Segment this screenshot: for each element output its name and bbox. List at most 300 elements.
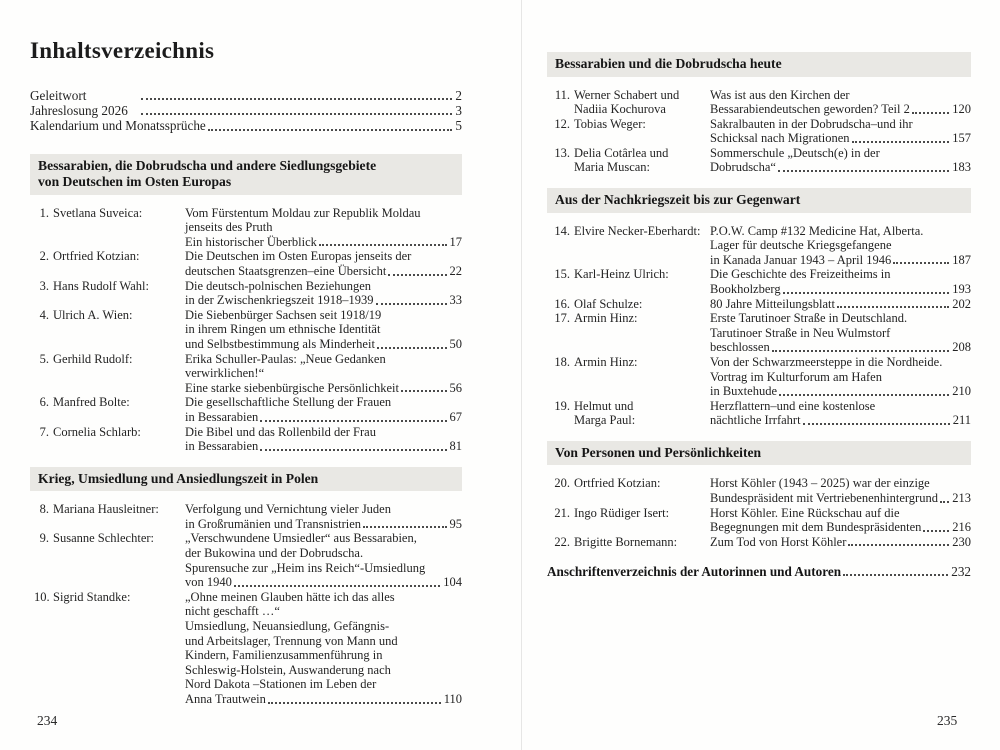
toc-entry-author-line: [34, 206, 185, 221]
toc-entry-author-line: [34, 531, 185, 546]
toc-entry-titles: [185, 590, 462, 707]
toc-entry-title-line: jenseits des Pruth: [185, 220, 273, 235]
toc-entry-title-line: Von der Schwarzmeersteppe in die Nordheide.: [710, 354, 943, 369]
toc-entry-number: 6.: [39, 395, 49, 410]
toc-entry-author: [30, 308, 185, 352]
dot-leader: [783, 292, 950, 294]
toc-entry-author-line: [551, 224, 710, 239]
toc-entry-title-line: Die Geschichte des Freizeitheims in: [710, 267, 891, 282]
toc-entry: [547, 146, 971, 175]
toc-entry-author-line: [551, 117, 710, 132]
toc-entry-title-text: Ein historischer Überblick: [185, 234, 317, 249]
dot-leader: [260, 449, 446, 451]
toc-entry-author-name: Helmut und: [574, 398, 634, 413]
toc-entry: [547, 355, 971, 399]
toc-entry-titles: [710, 117, 971, 146]
toc-entry-author: [30, 502, 185, 531]
toc-entry: [547, 267, 971, 296]
toc-entry-number: 20.: [554, 476, 570, 491]
toc-entry-number: 13.: [554, 145, 570, 160]
toc-entry-title-line: in ihrem Ringen um ethnische Identität: [185, 322, 381, 337]
section-heading: [30, 154, 462, 195]
toc-entry-author-line: Marga Paul:: [574, 413, 636, 428]
toc-entry: [547, 311, 971, 355]
toc-entry-author: [30, 352, 185, 396]
toc-entry-page: 183: [952, 160, 971, 175]
toc-entry-author: [30, 590, 185, 707]
toc-entry-page: 216: [952, 520, 971, 535]
toc-entry-author-name: Manfred Bolte:: [53, 395, 130, 410]
toc-entry-page: 104: [443, 575, 462, 590]
toc-entry-titles: [710, 146, 971, 175]
toc-entry-author-line: [551, 311, 710, 326]
toc-entry-author: [30, 531, 185, 589]
section-heading-line: Aus der Nachkriegszeit bis zur Gegenwart: [555, 192, 801, 208]
toc-entry-title-last-line: [185, 264, 462, 279]
toc-entry-title-last-line: [710, 102, 971, 117]
toc-entry-title-line: Vortrag im Kulturforum am Hafen: [710, 369, 882, 384]
toc-entry-number: 5.: [39, 351, 49, 366]
toc-entry-author-line: [34, 308, 185, 323]
toc-entry-title-text: Dobrudscha“: [710, 160, 776, 175]
toc-entry-title-line: Lager für deutsche Kriegsgefangene: [710, 238, 892, 253]
toc-entry-number: 1.: [39, 205, 49, 220]
section-heading-line: Von Personen und Persönlichkeiten: [555, 444, 762, 460]
toc-entry-number: 14.: [554, 223, 570, 238]
toc-entry-title-last-line: [185, 381, 462, 396]
toc-entry-title-line: Die Bibel und das Rollenbild der Frau: [185, 424, 376, 439]
toc-entry: [30, 352, 462, 396]
toc-entry-title-last-line: [185, 517, 462, 532]
front-matter-label: Geleitwort: [30, 88, 87, 103]
toc-entry-author-name: Ulrich A. Wien:: [53, 307, 133, 322]
toc-entry-titles: [710, 267, 971, 296]
toc-entry-author: [547, 117, 710, 146]
toc-entry-author-line: [551, 399, 710, 414]
toc-entry-author-line: [34, 502, 185, 517]
toc-entry-number: 17.: [554, 311, 570, 326]
toc-entry-title-text: in Bessarabien: [185, 439, 259, 454]
toc-entry-title-last-line: [710, 282, 971, 297]
toc-entry-titles: [185, 249, 462, 278]
toc-entry-author-name: Werner Schabert und: [574, 87, 680, 102]
dot-leader: [401, 390, 447, 392]
toc-entry: [547, 506, 971, 535]
toc-entry-author-line: [34, 395, 185, 410]
toc-entry-author-line: [34, 279, 185, 294]
toc-entry-title-text: deutschen Staatsgrenzen–eine Übersicht: [185, 263, 387, 278]
toc-entry: [30, 308, 462, 352]
toc-entry-author-line: [551, 297, 710, 312]
toc-entry: [547, 224, 971, 268]
toc-entry-number: 7.: [39, 424, 49, 439]
toc-entry-author-line: [34, 425, 185, 440]
authors-address-index-page: 232: [951, 564, 971, 580]
toc-entry-titles: [710, 224, 971, 268]
toc-entry-author-name: Armin Hinz:: [574, 354, 638, 369]
toc-entry-author: [547, 297, 710, 312]
toc-entry-page: 56: [449, 380, 462, 395]
toc-entry-number: 16.: [554, 296, 570, 311]
dot-leader: [912, 112, 949, 114]
toc-entry-title-line: Horst Köhler. Eine Rückschau auf die: [710, 505, 900, 520]
toc-section: [547, 188, 971, 428]
toc-entry-titles: [185, 308, 462, 352]
front-matter-label: Jahreslosung 2026: [30, 103, 128, 119]
toc-entry: [547, 476, 971, 505]
toc-entry-author-name: Susanne Schlechter:: [53, 531, 155, 546]
page-title: Inhaltsverzeichnis: [30, 38, 215, 63]
toc-entry-title-text: Anna Trautwein: [185, 691, 266, 706]
toc-entry-number: 12.: [554, 116, 570, 131]
toc-entry-page: 230: [952, 534, 971, 549]
toc-entry-author-name: Armin Hinz:: [574, 311, 638, 326]
toc-entry-title-line: P.O.W. Camp #132 Medicine Hat, Alberta.: [710, 223, 924, 238]
toc-entry-titles: [185, 206, 462, 250]
section-heading-line: Bessarabien und die Dobrudscha heute: [555, 56, 782, 71]
dot-leader: [848, 544, 949, 546]
toc-entry: [30, 206, 462, 250]
page-number-right: 235: [937, 713, 958, 728]
front-matter-page: 2: [455, 88, 462, 103]
front-matter-row: [30, 118, 462, 133]
dot-leader: [376, 303, 447, 305]
toc-entry-titles: [710, 476, 971, 505]
toc-entry-author-name: Brigitte Bornemann:: [574, 534, 678, 549]
toc-entry-page: 213: [952, 490, 971, 505]
toc-entry-number: 9.: [39, 531, 49, 546]
toc-entry-page: 110: [443, 691, 462, 706]
front-matter-label: Kalendarium und Monatssprüche: [30, 118, 206, 134]
toc-entry-title-line: Umsiedlung, Neuansiedlung, Gefängnis-: [185, 618, 390, 633]
toc-entry-titles: [185, 395, 462, 424]
toc-entry-title-text: in Kanada Januar 1943 – April 1946: [710, 252, 892, 267]
toc-section: [547, 52, 971, 175]
toc-entry-title-text: Schicksal nach Migrationen: [710, 131, 850, 146]
toc-entry-number: 2.: [39, 249, 49, 264]
toc-entry-title-text: Begegnungen mit dem Bundespräsidenten: [710, 520, 922, 535]
section-heading: [30, 467, 462, 492]
authors-address-index-label: Anschriftenverzeichnis der Autorinnen und Autoren: [547, 564, 842, 580]
toc-entry: [547, 297, 971, 312]
toc-entry-title-last-line: [185, 337, 462, 352]
dot-leader: [141, 98, 452, 100]
toc-entry-author-name: Ortfried Kotzian:: [574, 476, 661, 491]
toc-entry-author: [30, 395, 185, 424]
page-gutter-line: [521, 0, 522, 750]
toc-entry-title-line: Die Siebenbürger Sachsen seit 1918/19: [185, 307, 382, 322]
toc-entry-author-line: [551, 88, 710, 103]
toc-entry-title-text: und Selbstbestimmung als Minderheit: [185, 336, 375, 351]
dot-leader: [363, 526, 446, 528]
toc-entry-title-last-line: [710, 160, 971, 175]
toc-entry-title-text: in Buxtehude: [710, 384, 778, 399]
toc-entry-titles: [185, 425, 462, 454]
dot-leader: [923, 530, 949, 532]
page-number-left: 234: [37, 713, 58, 728]
front-matter-page: 5: [455, 118, 462, 134]
toc-entry-title-line: Die deutsch-polnischen Beziehungen: [185, 278, 372, 293]
toc-entry-title-line: Die gesellschaftliche Stellung der Frauen: [185, 395, 392, 410]
toc-entry-title-text: von 1940: [185, 575, 232, 590]
toc-entry-title-line: „Verschwundene Umsiedler“ aus Bessarabien,: [185, 531, 417, 546]
page-right: [547, 44, 971, 579]
toc-entry-title-last-line: [185, 235, 462, 250]
toc-entry: [30, 395, 462, 424]
toc-entry-number: 15.: [554, 267, 570, 282]
toc-left: [30, 154, 462, 707]
page-left: [30, 38, 462, 707]
toc-entry-author: [547, 88, 710, 117]
toc-entries: [547, 476, 971, 549]
toc-entry-title-last-line: [710, 297, 971, 312]
toc-entry-title-last-line: [710, 535, 971, 550]
toc-entry-title-last-line: [185, 575, 462, 590]
toc-entry-author-name: Tobias Weger:: [574, 116, 646, 131]
toc-entry-titles: [710, 88, 971, 117]
toc-entry-number: 3.: [39, 278, 49, 293]
section-heading-line: Krieg, Umsiedlung und Ansiedlungszeit in Polen: [38, 470, 319, 486]
toc-entry-title-line: Schleswig-Holstein, Auswanderung nach: [185, 662, 391, 677]
toc-entry-author: [547, 399, 710, 428]
toc-entry: [547, 117, 971, 146]
toc-entry-author-line: [34, 352, 185, 367]
toc-entry-title-last-line: [185, 410, 462, 425]
dot-leader: [268, 702, 441, 704]
toc-entry-author: [547, 224, 710, 268]
toc-entry-number: 18.: [554, 354, 570, 369]
toc-entry-title-text: in Großrumänien und Transnistrien: [185, 516, 362, 531]
toc-entry-author-name: Delia Cotârlea und: [574, 145, 669, 160]
toc-entry-author-line: [551, 506, 710, 521]
section-heading: [547, 441, 971, 466]
toc-entry-titles: [185, 352, 462, 396]
toc-entry-title-text: Zum Tod von Horst Köhler: [710, 534, 847, 549]
toc-entry-title-text: Bundespräsident mit Vertriebenenhintergrund: [710, 490, 938, 505]
toc-entry-author: [30, 206, 185, 250]
toc-entry-page: 193: [952, 281, 971, 296]
toc-entry-author: [30, 425, 185, 454]
toc-entry-titles: [710, 297, 971, 312]
toc-entry-title-line: Erika Schuller-Paulas: „Neue Gedanken: [185, 351, 386, 366]
toc-entry-author: [30, 279, 185, 308]
toc-entry-title-line: Verfolgung und Vernichtung vieler Juden: [185, 502, 391, 517]
dot-leader: [852, 141, 950, 143]
toc-entry-author-line: [551, 535, 710, 550]
toc-entry-page: 211: [952, 413, 971, 428]
toc-entry: [30, 590, 462, 707]
dot-leader: [940, 501, 949, 503]
toc-entry: [30, 502, 462, 531]
authors-address-index-row: [547, 564, 971, 579]
toc-entries: [30, 206, 462, 454]
toc-entry-title-text: 80 Jahre Mitteilungsblatt: [710, 296, 835, 311]
toc-entry: [547, 399, 971, 428]
toc-entry-author-name: Olaf Schulze:: [574, 296, 643, 311]
dot-leader: [778, 170, 949, 172]
toc-entry: [547, 535, 971, 550]
toc-right: [547, 52, 971, 549]
dot-leader: [779, 394, 949, 396]
toc-entry-author: [547, 146, 710, 175]
toc-entry-number: 4.: [39, 307, 49, 322]
toc-entry-title-last-line: [710, 491, 971, 506]
toc-entry-title-line: Vom Fürstentum Moldau zur Republik Moldau: [185, 205, 421, 220]
toc-entry-titles: [185, 531, 462, 589]
toc-entries: [547, 224, 971, 428]
toc-entry-number: 11.: [554, 87, 570, 102]
toc-entry-number: 19.: [554, 398, 570, 413]
toc-entry-title-last-line: [710, 384, 971, 399]
toc-entry-page: 202: [952, 296, 971, 311]
toc-entry-title-text: Bessarabiendeutschen geworden? Teil 2: [710, 102, 910, 117]
toc-entry-page: 95: [449, 516, 462, 531]
toc-entry-title-line: Tarutinoer Straße in Neu Wulmstorf: [710, 325, 891, 340]
dot-leader: [141, 113, 452, 115]
toc-entry-page: 120: [952, 102, 971, 117]
toc-entry-author: [547, 355, 710, 399]
toc-entry-title-last-line: [185, 692, 462, 707]
toc-entry-number: 22.: [554, 534, 570, 549]
toc-entry-title-line: Sommerschule „Deutsch(e) in der: [710, 145, 880, 160]
toc-entry-author: [547, 506, 710, 535]
toc-entry-page: 210: [952, 384, 971, 399]
toc-entry-title-text: nächtliche Irrfahrt: [710, 413, 801, 428]
toc-entry-title-last-line: [710, 413, 971, 428]
toc-entry-author-name: Elvire Necker-Eberhardt:: [574, 223, 701, 238]
dot-leader: [388, 274, 446, 276]
dot-leader: [837, 306, 949, 308]
front-matter-page: 3: [455, 103, 462, 119]
toc-entry-title-line: „Ohne meinen Glauben hätte ich das alles: [185, 589, 395, 604]
toc-entry-title-last-line: [710, 520, 971, 535]
front-matter-list: [30, 88, 462, 134]
toc-entry-title-text: in Bessarabien: [185, 409, 259, 424]
toc-entry-title-text: beschlossen: [710, 340, 770, 355]
toc-entry-title-last-line: [710, 253, 971, 268]
toc-entry-author-name: Hans Rudolf Wahl:: [53, 278, 149, 293]
dot-leader: [843, 574, 948, 576]
section-heading: [547, 52, 971, 77]
toc-entry-title-line: der Bukowina und der Dobrudscha.: [185, 545, 364, 560]
front-matter-row: [30, 103, 462, 118]
toc-entries: [30, 502, 462, 706]
toc-entry-author-name: Sigrid Standke:: [53, 589, 131, 604]
toc-entry-title-line: und Arbeitslager, Trennung von Mann und: [185, 633, 398, 648]
toc-entry-page: 33: [449, 293, 462, 308]
toc-entry-title-line: Kindern, Familienzusammenführung in: [185, 648, 383, 663]
dot-leader: [893, 262, 949, 264]
toc-entry-titles: [185, 502, 462, 531]
toc-entry-titles: [710, 535, 971, 550]
dot-leader: [208, 129, 453, 131]
toc-entry-author-line: Maria Muscan:: [574, 160, 651, 175]
toc-entry-title-line: Spurensuche zur „Heim ins Reich“-Umsiedlung: [185, 560, 426, 575]
toc-entry-author-line: [34, 249, 185, 264]
toc-entry-page: 81: [449, 439, 462, 454]
toc-entry-number: 8.: [39, 502, 49, 517]
toc-entry-title-last-line: [185, 293, 462, 308]
toc-entry-number: 21.: [554, 505, 570, 520]
toc-entry-titles: [710, 399, 971, 428]
dot-leader: [377, 347, 447, 349]
toc-entry-author-name: Ingo Rüdiger Isert:: [574, 505, 670, 520]
section-heading-line: Bessarabien, die Dobrudscha und andere Siedlungsgebiete: [38, 157, 377, 173]
toc-entry-title-text: Eine starke siebenbürgische Persönlichkeit: [185, 380, 399, 395]
toc-section: [30, 154, 462, 454]
section-heading-line: von Deutschen im Osten Europas: [38, 174, 232, 190]
toc-entry-title-line: nicht geschafft …“: [185, 604, 280, 619]
toc-entry-author-line: [551, 476, 710, 491]
toc-entry-author-name: Cornelia Schlarb:: [53, 424, 141, 439]
toc-entry-author-name: Gerhild Rudolf:: [53, 351, 133, 366]
toc-entry-title-line: Herzflattern–und eine kostenlose: [710, 398, 876, 413]
toc-entry-author-line: [551, 355, 710, 370]
toc-entry-author: [547, 267, 710, 296]
toc-entry-title-line: verwirklichen!“: [185, 366, 265, 381]
toc-entry-page: 157: [952, 131, 971, 146]
toc-entry-page: 50: [449, 336, 462, 351]
toc-entry: [30, 279, 462, 308]
toc-entry-titles: [710, 506, 971, 535]
toc-entry-page: 187: [952, 252, 971, 267]
toc-entries: [547, 88, 971, 176]
toc-entry-author-line: [551, 267, 710, 282]
toc-entry-author: [547, 535, 710, 550]
toc-entry: [30, 531, 462, 589]
toc-entry-title-last-line: [710, 131, 971, 146]
toc-entry-title-line: Horst Köhler (1943 – 2025) war der einzige: [710, 476, 930, 491]
dot-leader: [803, 423, 950, 425]
toc-entry-page: 67: [449, 409, 462, 424]
toc-entry-author-line: [34, 590, 185, 605]
toc-entry-title-line: Erste Tarutinoer Straße in Deutschland.: [710, 311, 908, 326]
toc-entry-author-name: Ortfried Kotzian:: [53, 249, 140, 264]
toc-entry-page: 22: [449, 263, 462, 278]
toc-entry-title-text: Bookholzberg: [710, 281, 781, 296]
toc-entry-title-line: Sakralbauten in der Dobrudscha–und ihr: [710, 116, 913, 131]
toc-entry-titles: [185, 279, 462, 308]
toc-entry-page: 208: [952, 340, 971, 355]
toc-entry-author: [30, 249, 185, 278]
toc-entry-author-line: Nadiia Kochurova: [574, 102, 666, 117]
toc-entry-number: 10.: [34, 589, 50, 604]
toc-entry: [547, 88, 971, 117]
toc-entry-page: 17: [449, 234, 462, 249]
toc-section: [547, 441, 971, 549]
toc-entry-title-text: in der Zwischenkriegszeit 1918–1939: [185, 293, 374, 308]
dot-leader: [234, 585, 440, 587]
toc-section: [30, 467, 462, 707]
toc-entry-titles: [710, 355, 971, 399]
section-heading: [547, 188, 971, 213]
toc-entry-title-last-line: [710, 340, 971, 355]
toc-entry-title-line: Die Deutschen im Osten Europas jenseits der: [185, 249, 412, 264]
toc-entry-titles: [710, 311, 971, 355]
toc-entry-title-line: Was ist aus den Kirchen der: [710, 87, 850, 102]
toc-entry-author-name: Svetlana Suveica:: [53, 205, 143, 220]
dot-leader: [260, 420, 446, 422]
toc-entry-title-last-line: [185, 439, 462, 454]
toc-entry-author-name: Karl-Heinz Ulrich:: [574, 267, 669, 282]
toc-entry-author: [547, 476, 710, 505]
toc-entry-author-line: [551, 146, 710, 161]
dot-leader: [319, 244, 447, 246]
toc-entry: [30, 425, 462, 454]
toc-entry-author: [547, 311, 710, 355]
dot-leader: [772, 350, 950, 352]
toc-entry-title-line: Nord Dakota –Stationen im Leben der: [185, 677, 377, 692]
